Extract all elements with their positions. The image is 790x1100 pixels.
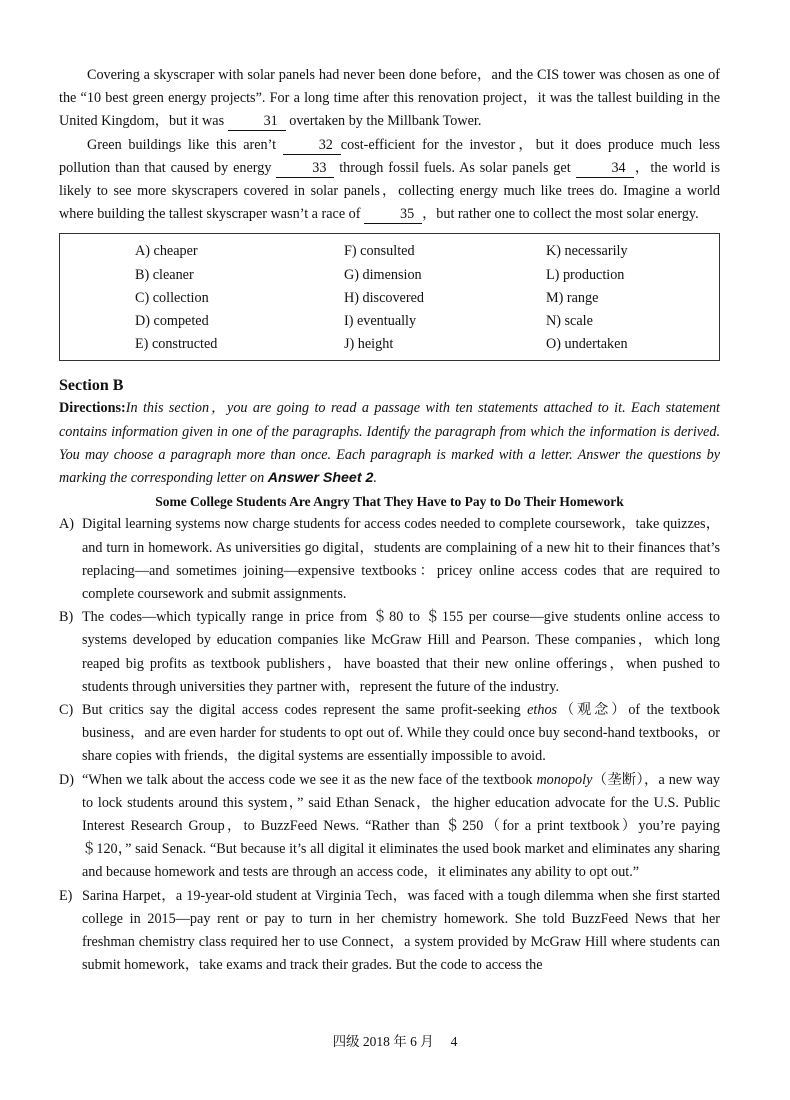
directions — [59, 397, 720, 490]
paragraph-letter: B) — [59, 609, 74, 626]
word-option: I) eventually — [344, 312, 417, 329]
blank-33[interactable]: 33 — [276, 160, 334, 178]
passage-paragraph-2 — [59, 134, 720, 227]
paragraph-text: But critics say the digital access codes represent the same profit-seeking — [82, 702, 521, 719]
word-option: O) undertaken — [546, 336, 628, 353]
blank-31[interactable]: 31 — [228, 113, 286, 131]
passage-text: Green buildings like this aren’t — [87, 136, 277, 153]
word-option: G) dimension — [344, 266, 422, 283]
section-b-title: Section B — [59, 377, 124, 395]
word-option: N) scale — [546, 312, 593, 329]
blank-34[interactable]: 34 — [576, 160, 634, 178]
word-option: C) collection — [135, 289, 209, 306]
article-title: Some College Students Are Angry That They Have to Pay to Do Their Homework — [155, 494, 624, 510]
word-option: E) constructed — [135, 336, 218, 353]
word-option: D) competed — [135, 312, 209, 329]
passage-text: ，the world is likely to see more skyscrapers covered in solar panels，collecting energy much like trees do. Imagine a world where building the tallest skyscraper wasn’t a race of — [59, 159, 721, 223]
word-option: K) necessarily — [546, 243, 628, 260]
paragraph-letter: A) — [59, 516, 74, 533]
paragraph-letter: D) — [59, 771, 74, 788]
passage-text: cost-efficient for the investor，but it does produce much less pollution than that caused by energy — [59, 136, 720, 176]
word-option: F) consulted — [344, 243, 415, 260]
passage-text: overtaken by the Millbank Tower. — [289, 113, 482, 130]
blank-35[interactable]: 35 — [364, 206, 422, 224]
word-option: J) height — [344, 336, 394, 353]
paragraph-letter: C) — [59, 702, 74, 719]
word-option: M) range — [546, 289, 599, 306]
directions-end: . — [373, 470, 377, 487]
term-gloss: （观念） — [557, 702, 629, 719]
paragraph-text: ，a new way to lock students around this system，” said Ethan Senack，the higher education advocate for the U.S. Public Interest Research Group，to BuzzFeed News. “Rather than ＄250（for a print textbook）you’re paying ＄120，” said Senack. “But because it’s all digital it eliminates the used book market and eliminates any sharing and because homework and tests are through an access code，it eliminates any ability to opt out.” — [82, 771, 720, 881]
paragraph-text: The codes—which typically range in price from ＄80 to ＄155 per course—give students online access to systems developed by education companies like McGraw Hill and Pearson. These companies，which long reaped big profits as textbook publishers，have boasted that their new online offerings，when pushed to students through universities they partner with，represent the future of the industry. — [82, 609, 720, 695]
paragraph-text: Sarina Harpet，a 19-year-old student at Virginia Tech，was faced with a tough dilemma when she first started college in 2015—pay rent or pay to turn in her chemistry homework. She told BuzzFeed News that her freshman chemistry class required her to use Connect，a system provided by McGraw Hill where students can submit homework，take exams and track their grades. But the code to access the — [82, 887, 720, 974]
word-option: A) cheaper — [135, 243, 198, 260]
page-footer: 四级 2018 年 6 月 4 — [332, 1034, 458, 1049]
word-bank-box — [59, 233, 720, 361]
passage-text: ，but rather one to collect the most solar energy. — [422, 206, 699, 223]
glossed-term: monopoly — [536, 771, 593, 788]
directions-text: In this section，you are going to read a passage with ten statements attached to it. Each statement contains information given in one of the paragraphs. Identify the paragraph from which the information is derived. You may choose a paragraph more than once. Each paragraph is marked with a letter. Answer the questions by marking the corresponding letter on — [59, 400, 720, 487]
glossed-term: ethos — [527, 702, 558, 719]
word-bank-column-2 — [344, 240, 424, 356]
word-option: B) cleaner — [135, 266, 194, 283]
word-bank-column-3 — [546, 240, 628, 356]
term-gloss: （垄断） — [592, 771, 644, 788]
passage-paragraph-1 — [59, 64, 720, 134]
paragraph-text: of the textbook business，and are even harder for students to opt out of. While they could once buy second-hand textbooks，or share copies with friends，the digital systems are essentially impossible to avoid. — [82, 702, 720, 765]
article-paragraph-b — [59, 606, 720, 699]
article-paragraph-a — [59, 513, 720, 606]
word-bank-column-1 — [135, 240, 217, 356]
word-option: H) discovered — [344, 289, 424, 306]
document-page — [59, 64, 720, 978]
directions-label: Directions: — [59, 400, 126, 417]
article-paragraph-c — [59, 699, 720, 769]
paragraph-text: “When we talk about the access code we see it as the new face of the textbook — [82, 771, 533, 788]
passage-text: Covering a skyscraper with solar panels had never been done before，and the CIS tower was chosen as one of the “10 best green energy projects”. For a long time after this renovation project，it was the tallest building in the United Kingdom，but it was — [59, 67, 720, 130]
answer-sheet-label: Answer Sheet 2 — [267, 470, 374, 487]
blank-32[interactable]: 32 — [283, 137, 341, 155]
paragraph-letter: E) — [59, 887, 73, 904]
article-paragraph-d — [59, 769, 720, 885]
article-paragraph-e — [59, 885, 720, 978]
paragraph-text: Digital learning systems now charge students for access codes needed to complete coursework，take quizzes，and turn in homework. As universities go digital，students are complaining of a new hit to their finances that’s replacing—and sometimes joining—expensive textbooks：pricey online access codes that are required to complete coursework and submit assignments. — [82, 516, 720, 603]
word-option: L) production — [546, 266, 625, 283]
passage-text: through fossil fuels. As solar panels get — [339, 159, 571, 176]
